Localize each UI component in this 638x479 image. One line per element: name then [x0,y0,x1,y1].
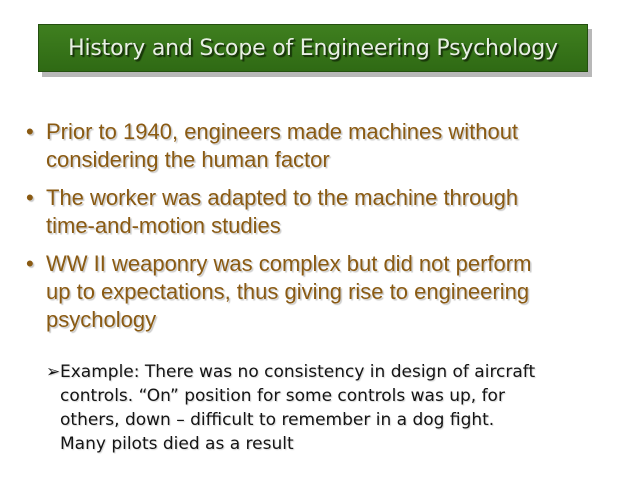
bullet-marker: • [26,119,34,144]
arrow-bullet-icon: ➢ [46,362,61,382]
bullet-marker: • [26,251,34,276]
bullet-item-3 [26,250,616,334]
bullet-line: psychology [46,307,157,332]
sub-bullet-example [46,360,620,456]
bullet-line: The worker was adapted to the machine through [46,185,519,210]
sub-bullet-line: controls. “On” position for some controls was up, for [60,386,505,406]
sub-bullet-line: Many pilots died as a result [60,434,294,454]
sub-bullet-line: Example: There was no consistency in design of aircraft [60,362,536,382]
title-banner [38,24,588,72]
sub-bullet-line: others, down – difficult to remember in a dog fight. [60,410,495,430]
bullet-line: up to expectations, thus giving rise to engineering [46,279,530,304]
bullet-line: Prior to 1940, engineers made machines without [46,119,519,144]
bullet-line: WW II weaponry was complex but did not perform [46,251,532,276]
bullet-marker: • [26,185,34,210]
bullet-list [26,118,616,344]
bullet-item-2 [26,184,616,240]
slide-title: History and Scope of Engineering Psychology [68,35,558,61]
bullet-line: considering the human factor [46,147,330,172]
bullet-item-1 [26,118,616,174]
bullet-line: time-and-motion studies [46,213,281,238]
